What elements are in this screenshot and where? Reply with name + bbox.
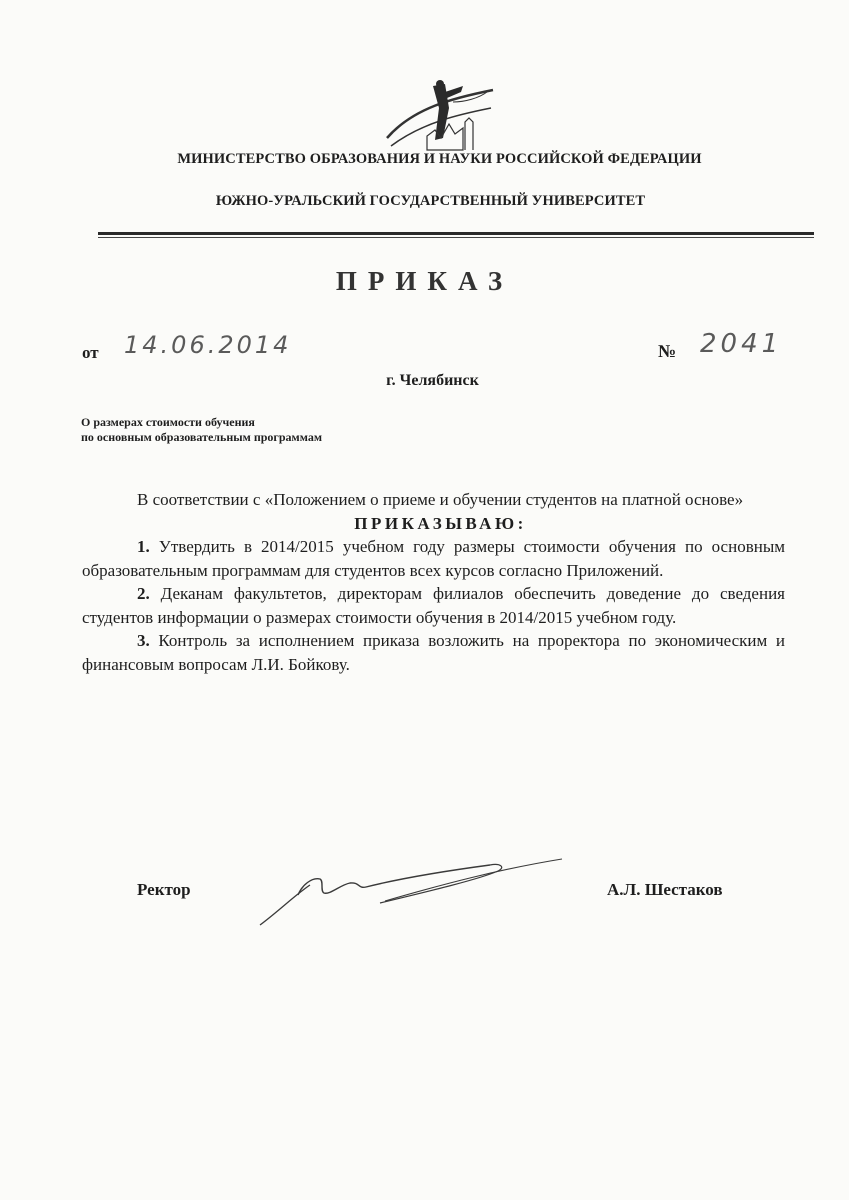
subject-line-2: по основным образовательным программам — [81, 430, 322, 444]
order-item-number: 2. — [137, 584, 150, 603]
handwritten-signature-icon — [250, 855, 570, 930]
signer-position: Ректор — [137, 880, 191, 899]
order-item-text: Контроль за исполнением приказа возложить на проректора по экономическим и финансовым вопросам Л.И. Бойкову. — [82, 631, 786, 674]
order-item — [82, 582, 785, 629]
order-item — [82, 535, 785, 582]
subject-block — [81, 415, 322, 445]
date-label: от — [82, 343, 99, 362]
order-item-number: 1. — [137, 537, 150, 556]
order-item — [82, 629, 785, 676]
header-divider-thin — [98, 237, 814, 238]
document-body — [82, 488, 785, 676]
number-label: № — [658, 341, 677, 361]
signer-name: А.Л. Шестаков — [607, 880, 723, 899]
order-word: ПРИКАЗЫВАЮ: — [354, 513, 527, 533]
order-item-number: 3. — [137, 631, 150, 650]
ministry-heading: МИНИСТЕРСТВО ОБРАЗОВАНИЯ И НАУКИ РОССИЙСКОЙ ФЕДЕРАЦИИ — [177, 151, 702, 167]
number-value: 2041 — [700, 329, 783, 359]
university-emblem-icon — [383, 78, 495, 158]
date-value: 14.06.2014 — [124, 331, 292, 359]
subject-line-1: О размерах стоимости обучения — [81, 415, 255, 429]
order-item-text: Утвердить в 2014/2015 учебном году размеры стоимости обучения по основным образовательным программам для студентов всех курсов согласно Приложений. — [82, 537, 785, 580]
university-heading: ЮЖНО-УРАЛЬСКИЙ ГОСУДАРСТВЕННЫЙ УНИВЕРСИТЕТ — [215, 193, 646, 209]
order-item-text: Деканам факультетов, директорам филиалов обеспечить доведение до сведения студентов информации о размерах стоимости обучения в 2014/2015 учебном году. — [82, 584, 785, 627]
preamble: В соответствии с «Положением о приеме и обучении студентов на платной основе» — [137, 490, 744, 509]
city-line: г. Челябинск — [386, 372, 479, 389]
header-divider — [98, 232, 814, 235]
document-title: ПРИКАЗ — [335, 266, 514, 296]
